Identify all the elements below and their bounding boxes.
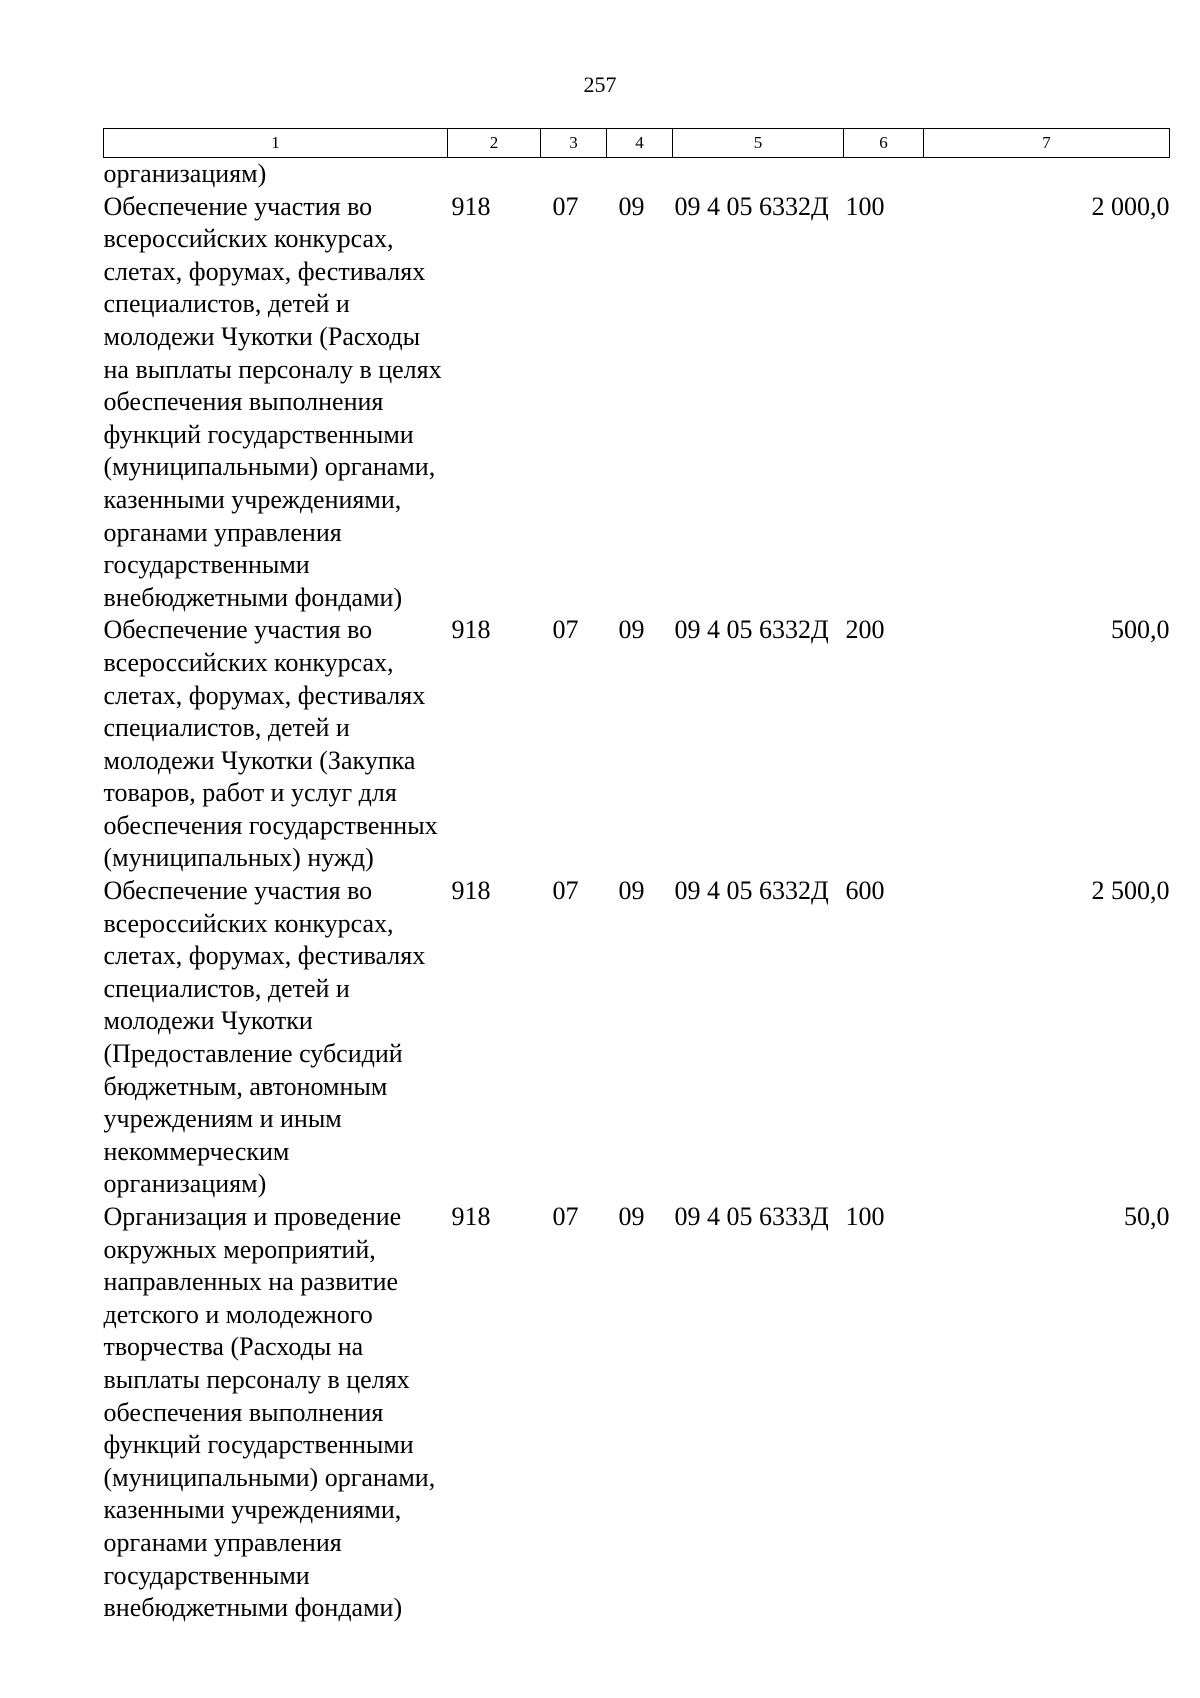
header-col-3: 3 [541,129,607,158]
expense-name-line: молодежи Чукотки [103,1006,313,1036]
table-row [104,191,1170,615]
column-number-header [104,129,1170,158]
ministry-code: 918 [451,615,491,645]
expense-name-line: организациям) [103,1169,267,1199]
expense-name-line: молодежи Чукотки (Расходы [103,321,421,351]
expense-name-line: всероссийских конкурсах, [103,908,394,938]
expense-name-line: учреждениям и иным [103,1104,342,1134]
expense-name-line: Организация и проведение [103,1202,402,1231]
expense-type-code: 600 [845,876,885,906]
expense-name-line: государственными [103,1560,310,1590]
target-article-code: 09 4 05 6332Д [674,615,829,645]
expense-name-line: обеспечения выполнения [103,387,384,417]
expense-name-line: специалистов, детей и [103,713,350,743]
expense-name-line: специалистов, детей и [103,973,350,1003]
table-row [104,614,1170,875]
expense-name [104,191,448,615]
expense-name-line: органами управления [103,1527,342,1557]
expense-name [104,875,448,1201]
ministry-code: 918 [451,191,491,221]
continuation-row [104,158,1170,191]
section-code: 07 [552,615,579,645]
expense-name-line: окружных мероприятий, [103,1234,376,1264]
ministry-code: 918 [451,1202,491,1231]
expense-name-line: бюджетным, автономным [103,1071,388,1101]
expense-name-line: (муниципальными) органами, [103,1462,436,1492]
expense-name-line: казенными учреждениями, [103,484,402,514]
expense-name-line: детского и молодежного [103,1299,373,1329]
header-col-1: 1 [104,129,448,158]
expense-name-line: товаров, работ и услуг для [103,778,397,808]
target-article-code: 09 4 05 6332Д [674,876,829,906]
expense-name-line: слетах, форумах, фестивалях [103,941,426,971]
empty-cell [541,158,607,191]
expense-name-line: на выплаты персоналу в целях [103,354,442,384]
section-code: 07 [552,1202,579,1231]
table-row [104,1201,1170,1625]
expense-name-line: всероссийских конкурсах, [103,224,394,254]
expense-name-line: выплаты персоналу в целях [103,1364,410,1394]
header-col-6: 6 [844,129,924,158]
expense-type-code: 100 [845,191,885,221]
expense-name [104,614,448,875]
expense-name-line: творчества (Расходы на [103,1332,364,1362]
header-col-2: 2 [448,129,541,158]
expense-name [104,1201,448,1625]
ministry-code: 918 [451,876,491,906]
expense-name-line: всероссийских конкурсах, [103,647,394,677]
empty-cell [673,158,844,191]
header-col-4: 4 [607,129,673,158]
expense-name-line: молодежи Чукотки (Закупка [103,745,416,775]
expense-name-line: функций государственными [103,419,414,449]
target-article-code: 09 4 05 6332Д [674,191,829,221]
header-col-7: 7 [924,129,1170,158]
expense-name-line: специалистов, детей и [103,289,350,319]
expense-name-line: (муниципальными) органами, [103,452,436,482]
expense-name-line: функций государственными [103,1430,414,1460]
empty-cell [924,158,1170,191]
expense-name-line: казенными учреждениями, [103,1495,402,1525]
expense-name-line: Обеспечение участия во [103,615,373,645]
expense-name-line: внебюджетными фондами) [103,582,403,612]
page-number: 257 [583,72,617,97]
amount: 2 000,0 [1091,191,1170,221]
empty-cell [844,158,924,191]
amount: 50,0 [1124,1202,1170,1231]
expense-name-line: некоммерческим [103,1136,290,1166]
expense-name-line: органами управления [103,517,342,547]
target-article-code: 09 4 05 6333Д [674,1202,829,1231]
table-row [104,875,1170,1201]
expense-name-line: (Предоставление субсидий [103,1039,403,1069]
expense-name-line: слетах, форумах, фестивалях [103,680,426,710]
expense-name-line: Обеспечение участия во [103,191,373,221]
budget-table [103,128,1170,1625]
expense-name-line: направленных на развитие [103,1267,399,1297]
subsection-code: 09 [618,615,645,645]
subsection-code: 09 [618,1202,645,1231]
continuation-line: организациям) [103,159,267,188]
expense-type-code: 200 [845,615,885,645]
header-col-5: 5 [673,129,844,158]
expense-name-line: обеспечения выполнения [103,1397,384,1427]
expense-name-line: слетах, форумах, фестивалях [103,256,426,286]
subsection-code: 09 [618,876,645,906]
section-code: 07 [552,876,579,906]
empty-cell [448,158,541,191]
subsection-code: 09 [618,191,645,221]
amount: 500,0 [1111,615,1170,645]
expense-name-line: (муниципальных) нужд) [103,843,374,873]
expense-name-line: государственными [103,550,310,580]
expense-name-line: обеспечения государственных [103,810,438,840]
expense-name-line: Обеспечение участия во [103,876,373,906]
continuation-text [104,158,448,191]
empty-cell [607,158,673,191]
expense-type-code: 100 [845,1202,885,1231]
amount: 2 500,0 [1091,876,1170,906]
section-code: 07 [552,191,579,221]
expense-name-line: внебюджетными фондами) [103,1593,403,1623]
